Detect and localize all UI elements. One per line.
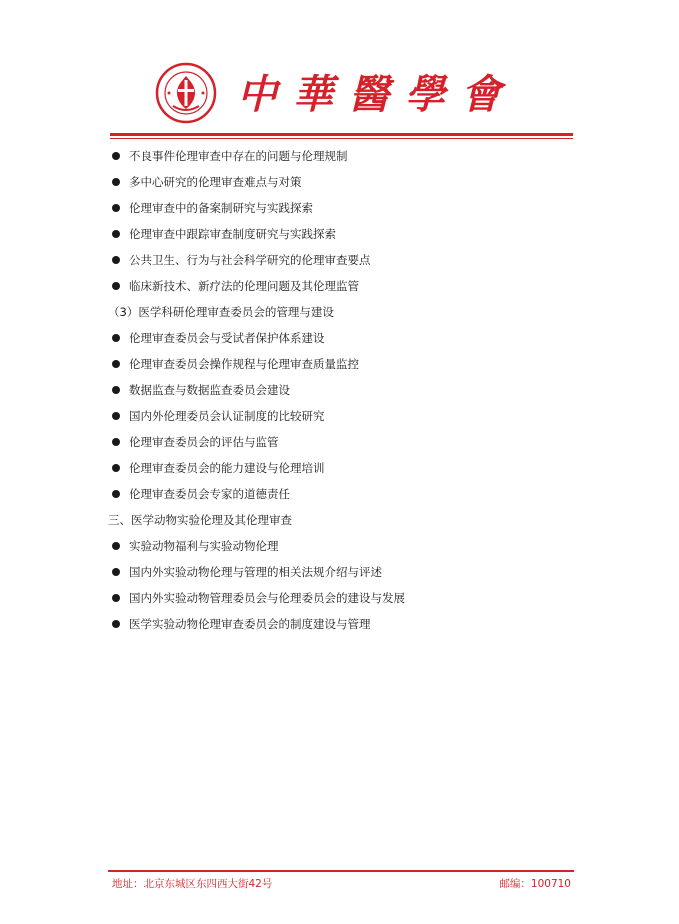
list-item [107, 455, 577, 481]
bullet-icon [112, 178, 120, 186]
list-item [107, 377, 577, 403]
list-item-text: 国内外实验动物管理委员会与伦理委员会的建设与发展 [129, 591, 405, 605]
bullet-icon [112, 438, 120, 446]
list-item-text: 多中心研究的伦理审查难点与对策 [129, 175, 302, 189]
list-item-text: 伦理审查中的备案制研究与实践探索 [129, 201, 313, 215]
list-item-text: 实验动物福利与实验动物伦理 [129, 539, 279, 553]
bullet-icon [112, 256, 120, 264]
list-item-text: 伦理审查委员会操作规程与伦理审查质量监控 [129, 357, 359, 371]
bullet-icon [112, 594, 120, 602]
list-item [107, 611, 577, 637]
association-wordmark-logo [233, 58, 533, 128]
bullet-icon [112, 490, 120, 498]
list-item [107, 559, 577, 585]
footer-address: 地址：北京东城区东四西大街42号 [112, 878, 273, 890]
topic-list [107, 143, 577, 637]
list-item-text: 伦理审查委员会的评估与监管 [129, 435, 279, 449]
list-item [107, 533, 577, 559]
section-heading [107, 507, 577, 533]
list-item-text: 三、医学动物实验伦理及其伦理审查 [108, 513, 292, 527]
list-item-text: 伦理审查委员会的能力建设与伦理培训 [129, 461, 325, 475]
list-item [107, 585, 577, 611]
list-item-text: 数据监查与数据监查委员会建设 [129, 383, 290, 397]
list-item [107, 273, 577, 299]
bullet-icon [112, 620, 120, 628]
list-item-text: 国内外实验动物伦理与管理的相关法规介绍与评述 [129, 565, 382, 579]
list-item-text: 不良事件伦理审查中存在的问题与伦理规制 [129, 149, 348, 163]
list-item-text: （3）医学科研伦理审查委员会的管理与建设 [108, 305, 334, 319]
list-item [107, 481, 577, 507]
list-item-text: 国内外伦理委员会认证制度的比较研究 [129, 409, 325, 423]
bullet-icon [112, 152, 120, 160]
bullet-icon [112, 542, 120, 550]
list-item-text: 伦理审查委员会专家的道德责任 [129, 487, 290, 501]
list-item [107, 221, 577, 247]
bullet-icon [112, 360, 120, 368]
list-item [107, 351, 577, 377]
list-item [107, 403, 577, 429]
letterhead-rule-thin [110, 138, 573, 139]
svg-text:中華醫學會: 中華醫學會 [237, 71, 517, 118]
association-seal-logo [155, 62, 217, 124]
list-item [107, 325, 577, 351]
bullet-icon [112, 464, 120, 472]
letterhead [155, 58, 535, 130]
list-item-text: 临床新技术、新疗法的伦理问题及其伦理监管 [129, 279, 359, 293]
letterhead-rule-thick [110, 133, 573, 136]
list-item [107, 247, 577, 273]
bullet-icon [112, 386, 120, 394]
bullet-icon [112, 204, 120, 212]
bullet-icon [112, 282, 120, 290]
list-item [107, 143, 577, 169]
footer-rule [108, 870, 574, 872]
list-item [107, 169, 577, 195]
list-item-text: 伦理审查中跟踪审查制度研究与实践探索 [129, 227, 336, 241]
section-heading [107, 299, 577, 325]
list-item-text: 医学实验动物伦理审查委员会的制度建设与管理 [129, 617, 371, 631]
bullet-icon [112, 568, 120, 576]
bullet-icon [112, 230, 120, 238]
bullet-icon [112, 334, 120, 342]
list-item [107, 195, 577, 221]
list-item-text: 伦理审查委员会与受试者保护体系建设 [129, 331, 325, 345]
footer-postcode: 邮编：100710 [499, 878, 571, 890]
bullet-icon [112, 412, 120, 420]
list-item [107, 429, 577, 455]
list-item-text: 公共卫生、行为与社会科学研究的伦理审查要点 [129, 253, 371, 267]
